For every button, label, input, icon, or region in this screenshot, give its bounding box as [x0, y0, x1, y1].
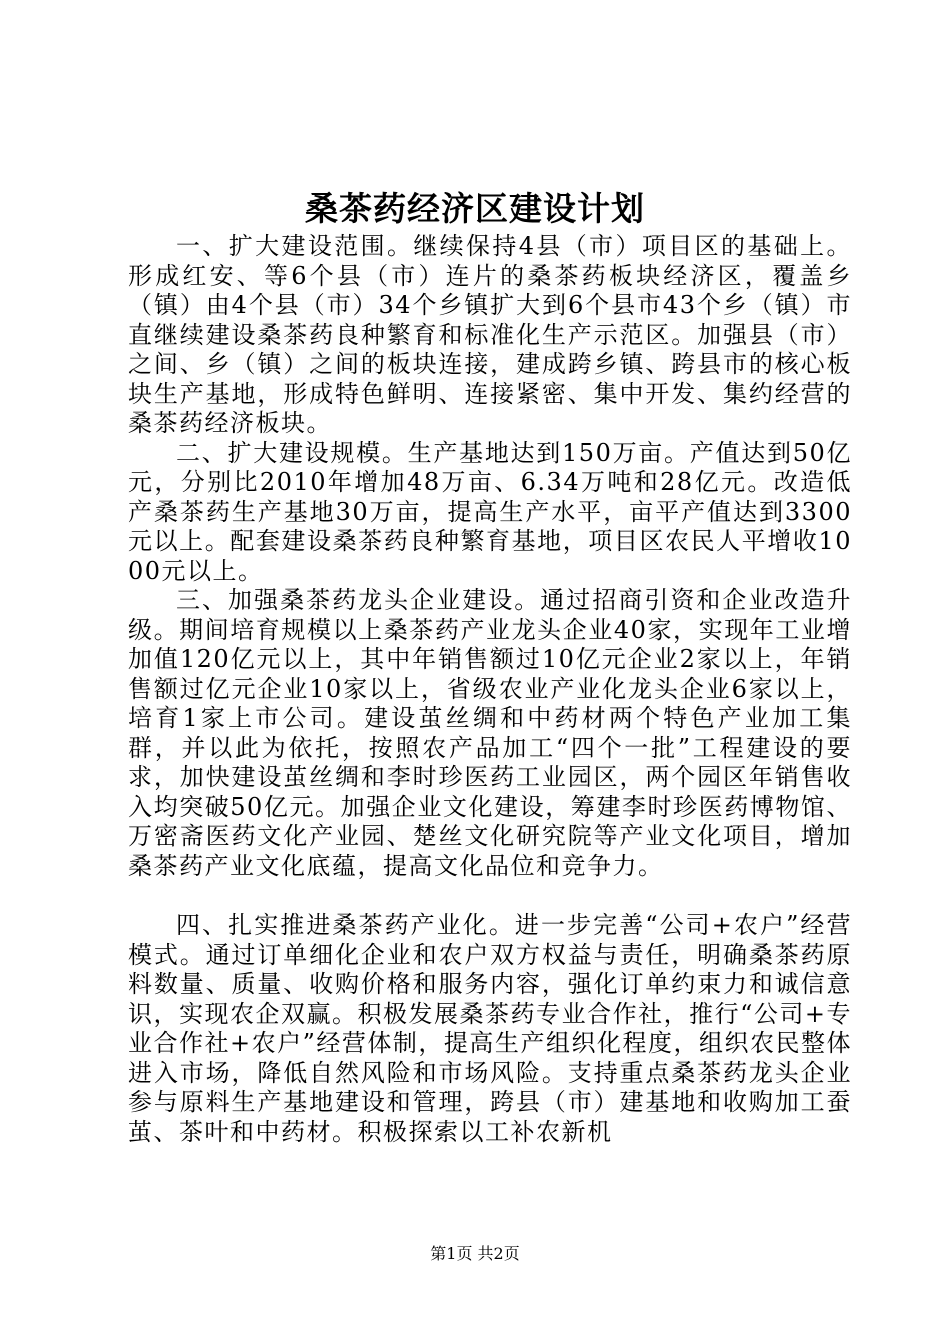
document-body: [128, 232, 852, 1147]
paragraph-scope: 一、扩大建设范围。继续保持4县（市）项目区的基础上。形成红安、等6个县（市）连片的桑茶药板块经济区，覆盖乡（镇）由4个县（市）34个乡镇扩大到6个县市43个乡（镇）市直继续建设桑茶药良种繁育和标准化生产示范区。加强县（市）之间、乡（镇）之间的板块连接，建成跨乡镇、跨县市的核心板块生产基地，形成特色鲜明、连接紧密、集中开发、集约经营的桑茶药经济板块。: [128, 232, 852, 437]
paragraph-industrialization: 四、扎实推进桑茶药产业化。进一步完善“公司+农户”经营模式。通过订单细化企业和农户双方权益与责任，明确桑茶药原料数量、质量、收购价格和服务内容，强化订单约束力和诚信意识，实现农企双赢。积极发展桑茶药专业合作社，推行“公司+专业合作社+农户”经营体制，提高生产组织化程度，组织农民整体进入市场，降低自然风险和市场风险。支持重点桑茶药龙头企业参与原料生产基地建设和管理，跨县（市）建基地和收购加工蚕茧、茶叶和中药材。积极探索以工补农新机: [128, 911, 852, 1146]
page-number-footer: 第1页 共2页: [430, 1244, 520, 1263]
paragraph-scale: 二、扩大建设规模。生产基地达到150万亩。产值达到50亿元，分别比2010年增加48万亩、6.34万吨和28亿元。改造低产桑茶药生产基地30万亩，提高生产水平，亩平产值达到3300元以上。配套建设桑茶药良种繁育基地，项目区农民人平增收1000元以上。: [128, 438, 852, 585]
document-title: 桑茶药经济区建设计划: [305, 189, 645, 228]
paragraph-leading-enterprises: 三、加强桑茶药龙头企业建设。通过招商引资和企业改造升级。期间培育规模以上桑茶药产业龙头企业40家，实现年工业增加值120亿元以上，其中年销售额过10亿元企业2家以上，年销售额过亿元企业10家以上，省级农业产业化龙头企业6家以上，培育1家上市公司。建设茧丝绸和中药材两个特色产业加工集群，并以此为依托，按照农产品加工“四个一批”工程建设的要求，加快建设茧丝绸和李时珍医药工业园区，两个园区年销售收入均突破50亿元。加强企业文化建设，筹建李时珍医药博物馆、万密斋医药文化产业园、楚丝文化研究院等产业文化项目，增加桑茶药产业文化底蕴，提高文化品位和竞争力。: [128, 586, 852, 880]
